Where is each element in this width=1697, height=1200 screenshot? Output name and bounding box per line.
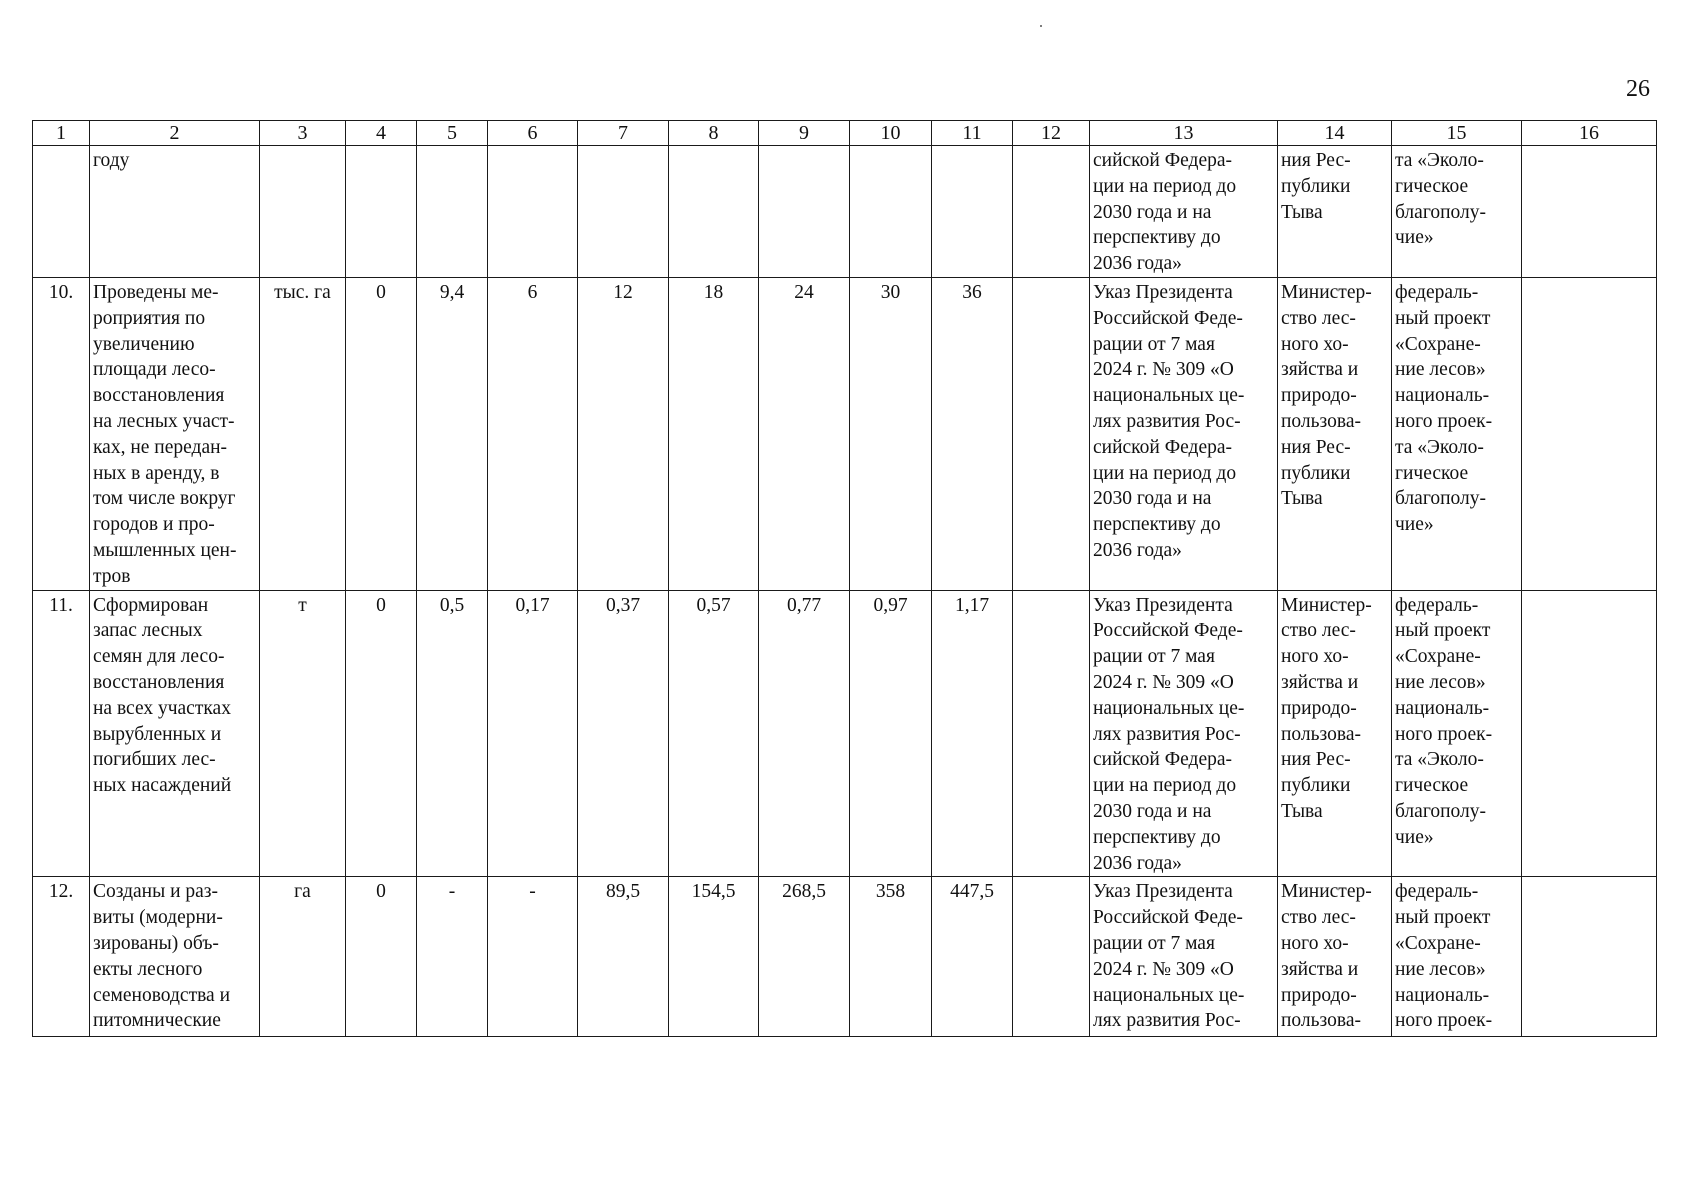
col-header-3: 3 — [260, 121, 346, 146]
scan-speck — [1040, 25, 1042, 27]
value-cell: 154,5 — [669, 877, 759, 1037]
value-cell: 9,4 — [417, 278, 488, 591]
column-number-row — [33, 121, 1657, 146]
value-cell: 0,37 — [578, 590, 669, 877]
legal-basis-cell: Указ Президента Российской Феде- рации от 7 мая 2024 г. № 309 «О национальных це- лях развития Рос- — [1090, 877, 1278, 1037]
col-header-9: 9 — [759, 121, 850, 146]
col-header-4: 4 — [346, 121, 417, 146]
table-row — [33, 590, 1657, 877]
value-cell — [669, 146, 759, 278]
legal-basis-cell: Указ Президента Российской Феде- рации от 7 мая 2024 г. № 309 «О национальных це- лях развития Рос- сийской Федера- ции на период до 2030 года и на перспективу до 2036 года» — [1090, 590, 1278, 877]
responsible-cell: Министер- ство лес- ного хо- зяйства и природо- пользова- — [1278, 877, 1392, 1037]
responsible-cell: ния Рес- публики Тыва — [1278, 146, 1392, 278]
unit-cell: га — [260, 877, 346, 1037]
col-header-2: 2 — [90, 121, 260, 146]
legal-basis-cell: Указ Президента Российской Феде- рации от 7 мая 2024 г. № 309 «О национальных це- лях развития Рос- сийской Федера- ции на период до 2030 года и на перспективу до 2036 года» — [1090, 278, 1278, 591]
value-cell: 0,57 — [669, 590, 759, 877]
project-cell: федераль- ный проект «Сохране- ние лесов» националь- ного проек- та «Эколо- гическое благополу- чие» — [1392, 590, 1522, 877]
value-cell: 89,5 — [578, 877, 669, 1037]
value-cell: 0 — [346, 590, 417, 877]
table-row — [33, 877, 1657, 1037]
col-12-cell — [1013, 146, 1090, 278]
col-header-5: 5 — [417, 121, 488, 146]
legal-basis-cell: сийской Федера- ции на период до 2030 года и на перспективу до 2036 года» — [1090, 146, 1278, 278]
value-cell — [759, 146, 850, 278]
value-cell — [417, 146, 488, 278]
value-cell — [346, 146, 417, 278]
col-16-cell — [1522, 146, 1657, 278]
col-header-13: 13 — [1090, 121, 1278, 146]
value-cell: 1,17 — [932, 590, 1013, 877]
value-cell: 0,77 — [759, 590, 850, 877]
indicator-name: Проведены ме- роприятия по увеличению площади лесо- восстановления на лесных участ- ках, не передан- ных в аренду, в том числе вокруг городов и про- мышленных цен- тров — [90, 278, 260, 591]
value-cell: 0,5 — [417, 590, 488, 877]
value-cell: 358 — [850, 877, 932, 1037]
value-cell: 12 — [578, 278, 669, 591]
value-cell: 24 — [759, 278, 850, 591]
responsible-cell: Министер- ство лес- ного хо- зяйства и природо- пользова- ния Рес- публики Тыва — [1278, 590, 1392, 877]
col-header-1: 1 — [33, 121, 90, 146]
value-cell: 447,5 — [932, 877, 1013, 1037]
project-cell: федераль- ный проект «Сохране- ние лесов» националь- ного проек- та «Эколо- гическое благополу- чие» — [1392, 278, 1522, 591]
value-cell — [488, 146, 578, 278]
value-cell: 0,97 — [850, 590, 932, 877]
value-cell: 268,5 — [759, 877, 850, 1037]
col-header-6: 6 — [488, 121, 578, 146]
table-row — [33, 278, 1657, 591]
col-16-cell — [1522, 590, 1657, 877]
value-cell: 0,17 — [488, 590, 578, 877]
page-number: 26 — [1626, 76, 1650, 102]
col-header-10: 10 — [850, 121, 932, 146]
col-header-11: 11 — [932, 121, 1013, 146]
value-cell — [932, 146, 1013, 278]
value-cell: 6 — [488, 278, 578, 591]
responsible-cell: Министер- ство лес- ного хо- зяйства и природо- пользова- ния Рес- публики Тыва — [1278, 278, 1392, 591]
col-header-7: 7 — [578, 121, 669, 146]
value-cell — [850, 146, 932, 278]
value-cell: 0 — [346, 278, 417, 591]
col-header-15: 15 — [1392, 121, 1522, 146]
col-16-cell — [1522, 278, 1657, 591]
value-cell: 0 — [346, 877, 417, 1037]
unit-cell: тыс. га — [260, 278, 346, 591]
value-cell: 36 — [932, 278, 1013, 591]
unit-cell: т — [260, 590, 346, 877]
col-12-cell — [1013, 590, 1090, 877]
row-number — [33, 146, 90, 278]
col-16-cell — [1522, 877, 1657, 1037]
value-cell — [578, 146, 669, 278]
project-cell: та «Эколо- гическое благополу- чие» — [1392, 146, 1522, 278]
col-header-8: 8 — [669, 121, 759, 146]
value-cell: - — [488, 877, 578, 1037]
indicator-table — [32, 120, 1657, 1037]
indicator-name: Созданы и раз- виты (модерни- зированы) объ- екты лесного семеноводства и питомнические — [90, 877, 260, 1037]
project-cell: федераль- ный проект «Сохране- ние лесов» националь- ного проек- — [1392, 877, 1522, 1037]
value-cell: - — [417, 877, 488, 1037]
value-cell: 30 — [850, 278, 932, 591]
col-12-cell — [1013, 278, 1090, 591]
indicator-name: году — [90, 146, 260, 278]
col-header-16: 16 — [1522, 121, 1657, 146]
row-number: 10. — [33, 278, 90, 591]
table-row — [33, 146, 1657, 278]
value-cell: 18 — [669, 278, 759, 591]
row-number: 11. — [33, 590, 90, 877]
unit-cell — [260, 146, 346, 278]
row-number: 12. — [33, 877, 90, 1037]
col-header-12: 12 — [1013, 121, 1090, 146]
col-12-cell — [1013, 877, 1090, 1037]
indicator-name: Сформирован запас лесных семян для лесо- восстановления на всех участках вырубленных и погибших лес- ных насаждений — [90, 590, 260, 877]
col-header-14: 14 — [1278, 121, 1392, 146]
